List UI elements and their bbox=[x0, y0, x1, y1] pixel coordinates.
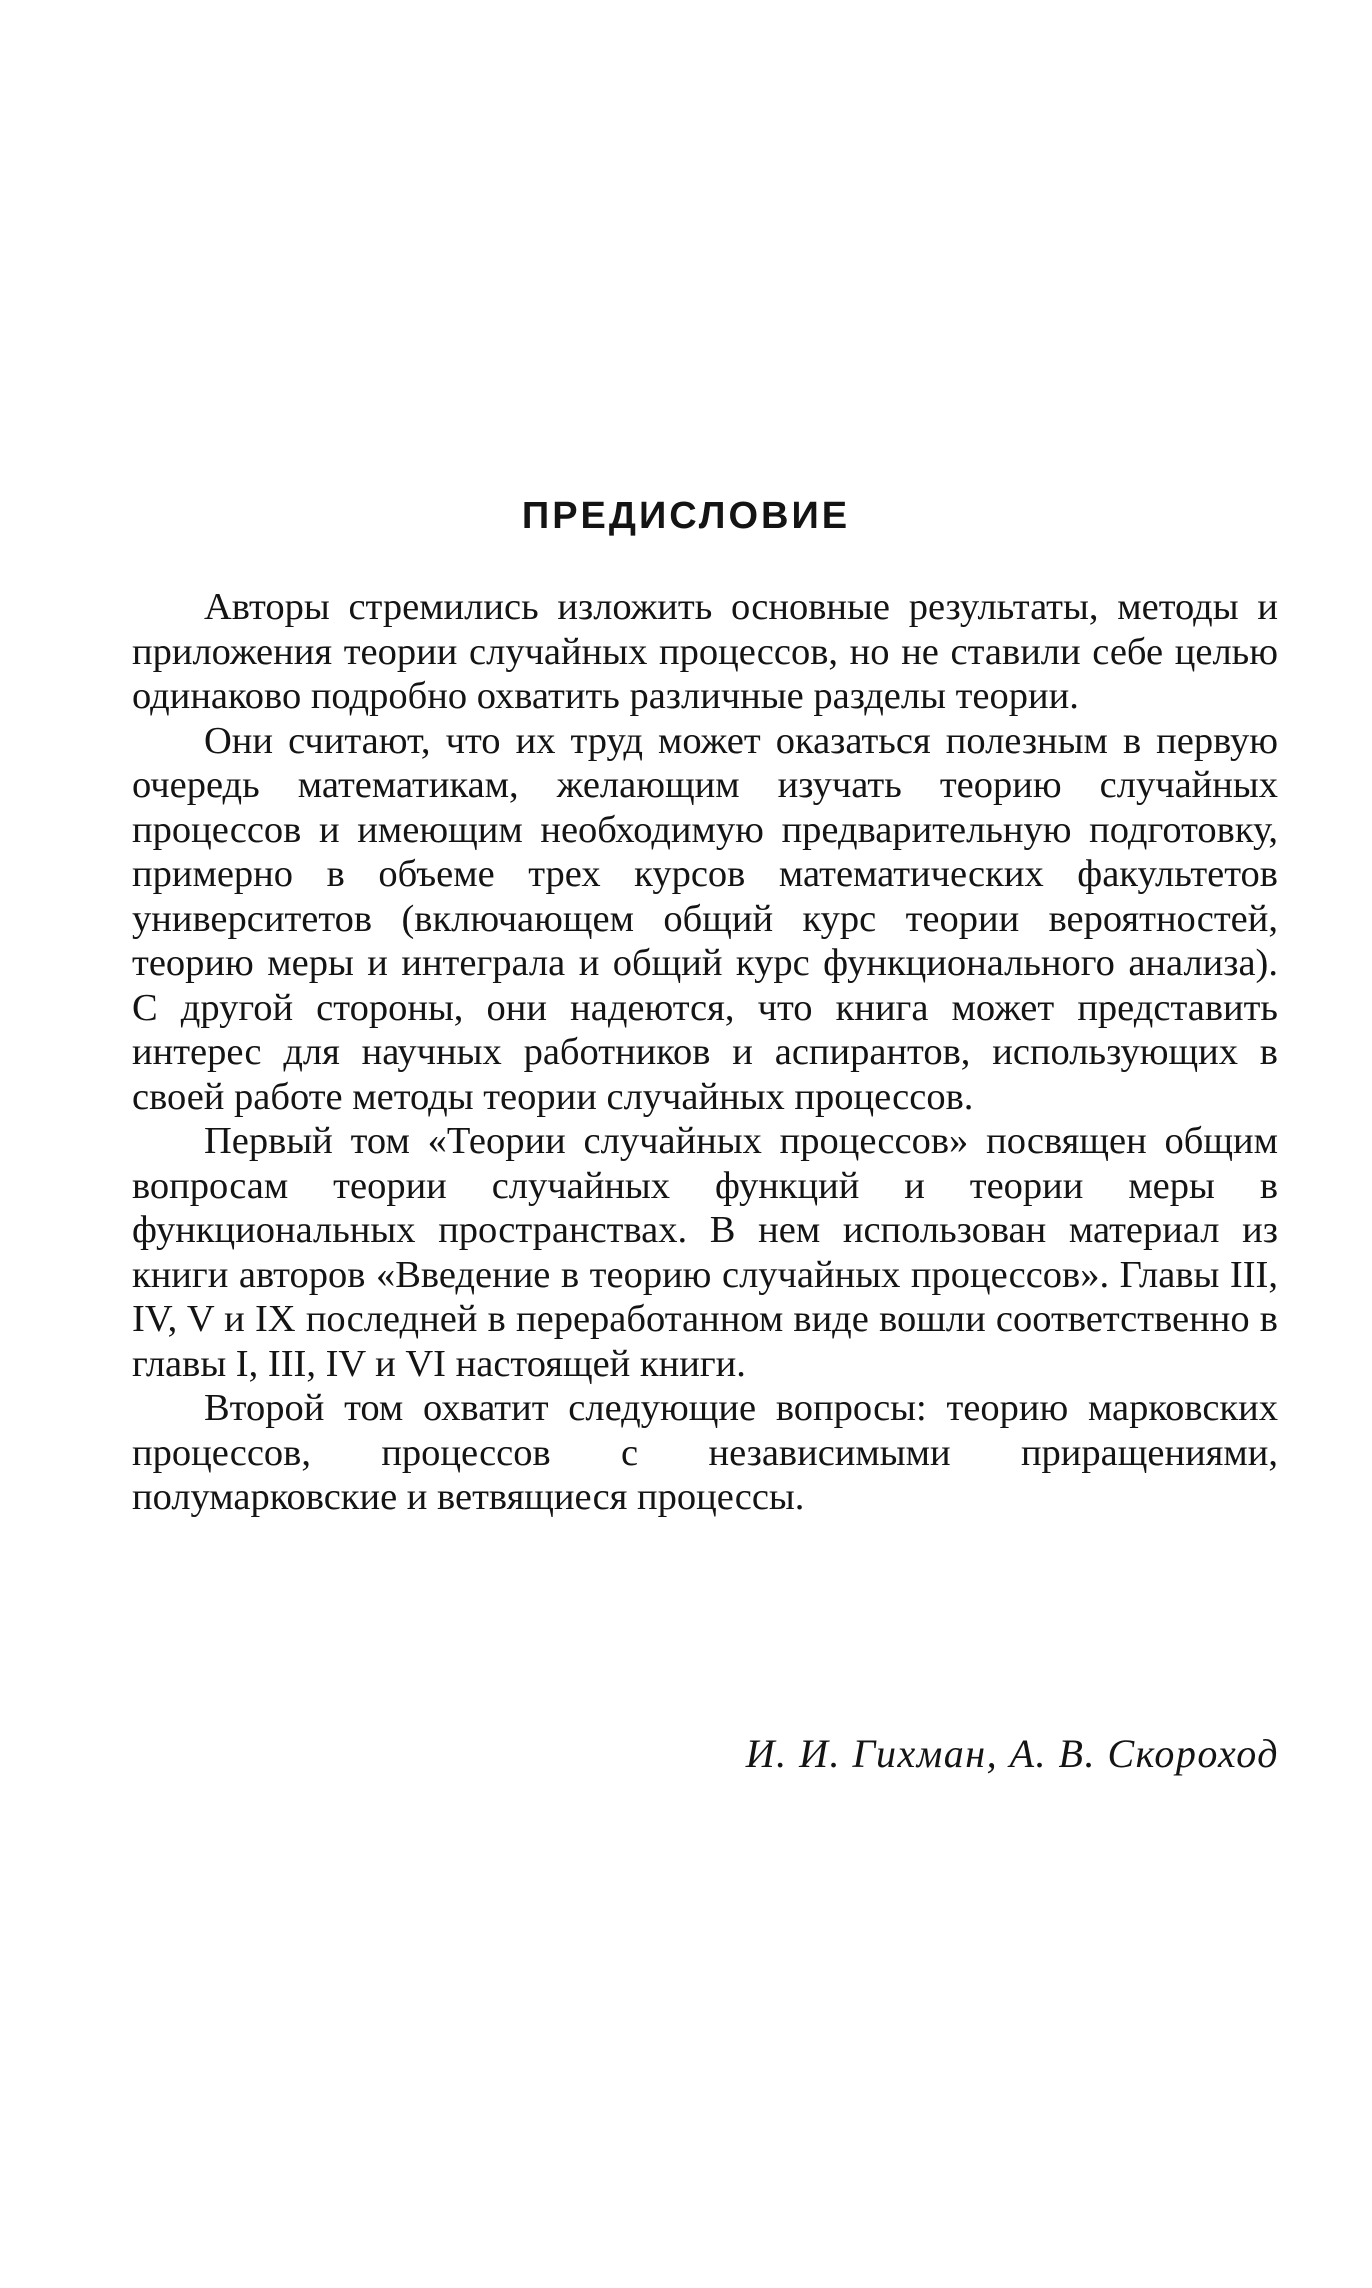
paragraph-4: Второй том охватит следующие вопросы: теорию марковских процессов, процессов с независимыми приращениями, полумарковские и ветвящиеся процессы. bbox=[132, 1387, 1278, 1518]
paragraph-3: Первый том «Теории случайных процессов» посвящен общим вопросам теории случайных функций и теории меры в функциональных пространствах. В нем использован материал из книги авторов «Введение в теорию случайных процессов». Главы III, IV, V и IX последней в переработанном виде вошли соответственно в главы I, III, IV и VI настоящей книги. bbox=[132, 1120, 1278, 1385]
page-title: ПРЕДИСЛОВИЕ bbox=[521, 495, 851, 537]
paragraph-2: Они считают, что их труд может оказаться полезным в первую очередь математикам, желающим изучать теорию случайных процессов и имеющим необходимую предварительную подготовку, примерно в объеме трех курсов математических факультетов университетов (включающем общий курс теории вероятностей, теорию меры и интеграла и общий курс функционального анализа). С другой стороны, они надеются, что книга может представить интерес для научных работников и аспирантов, использующих в своей работе методы теории случайных процессов. bbox=[132, 719, 1278, 1118]
preface-body bbox=[132, 585, 1278, 1520]
authors-signature: И. И. Гихман, А. В. Скороход bbox=[745, 1731, 1279, 1776]
paragraph-1: Авторы стремились изложить основные результаты, методы и приложения теории случайных процессов, но не ставили себе целью одинаково подробно охватить различные разделы теории. bbox=[132, 586, 1278, 717]
